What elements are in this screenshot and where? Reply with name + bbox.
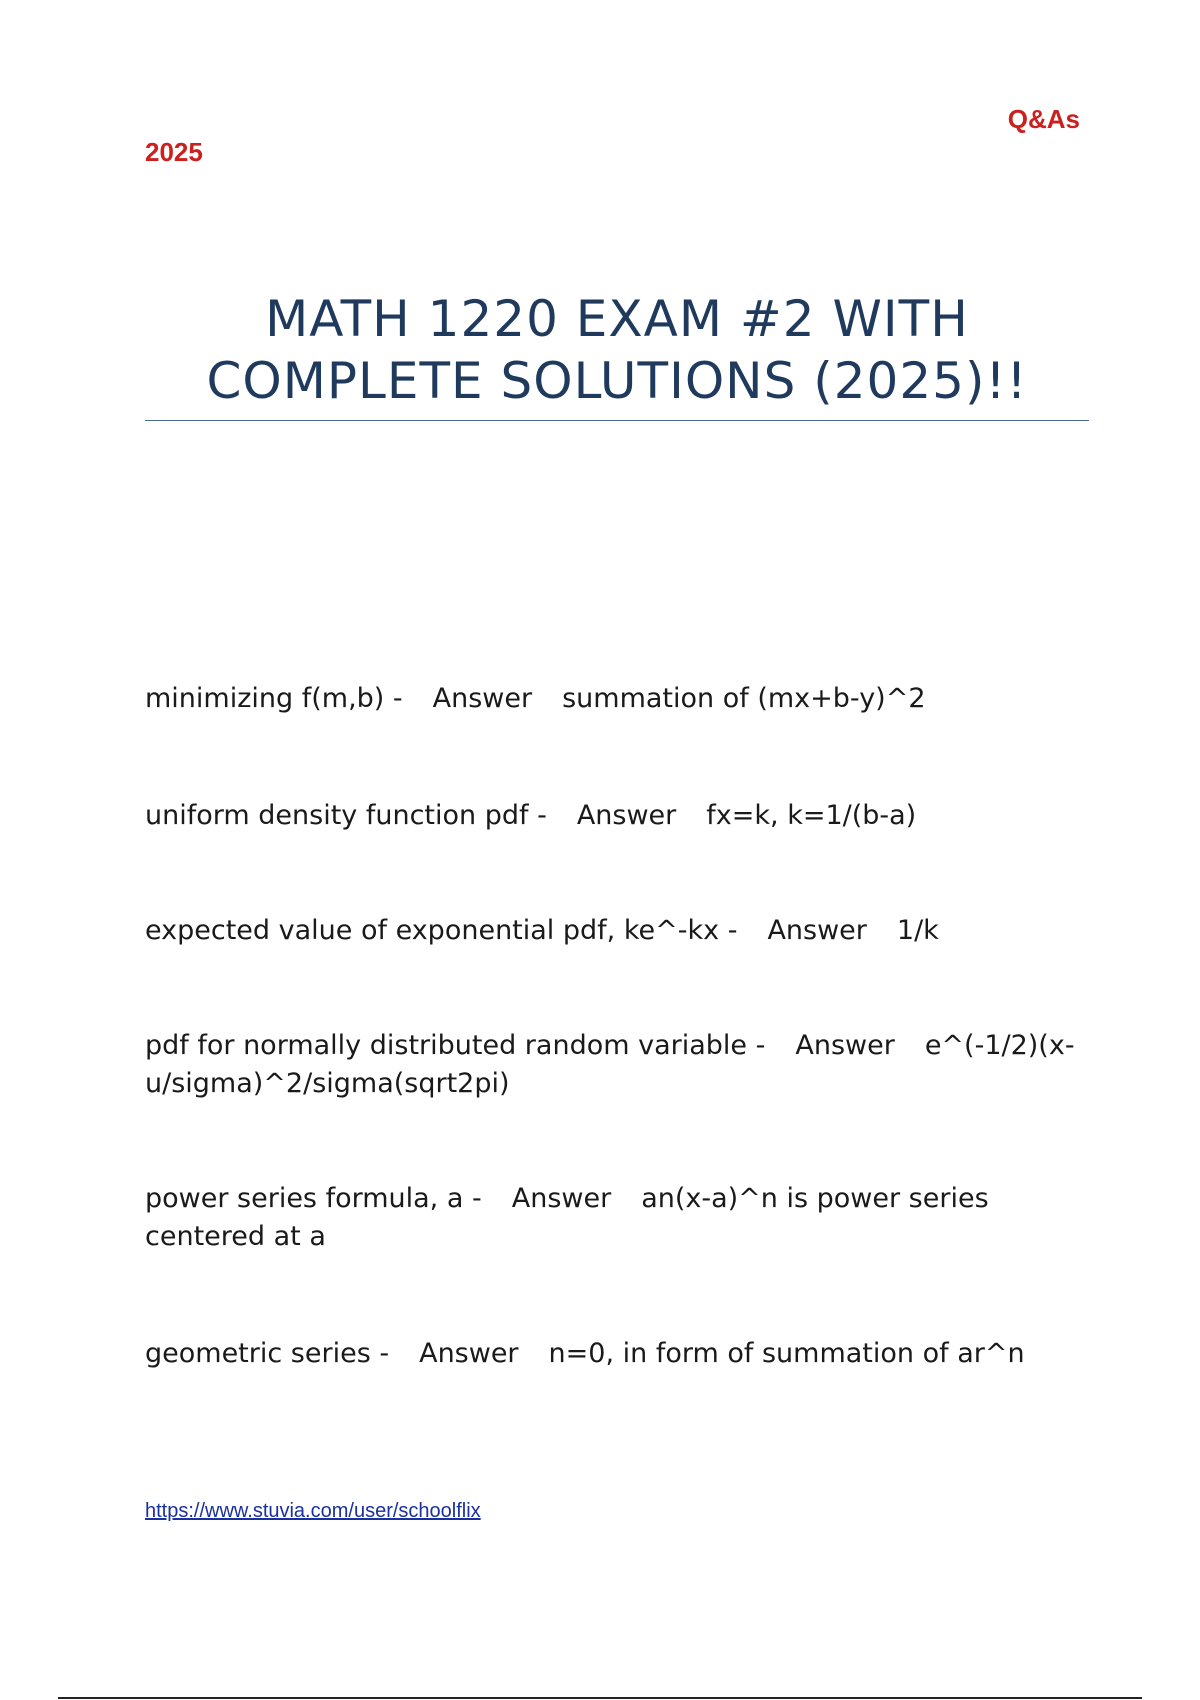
answer: e^(-1/2)(x-u/sigma)^2/sigma(sqrt2pi) [145,1030,1075,1099]
answer-label: Answer [767,915,867,946]
qa-item-1 [145,680,1085,718]
answer-label: Answer [511,1183,612,1214]
answer: n=0, in form of summation of ar^n [548,1338,1025,1369]
qa-item-4 [145,1027,1085,1103]
question: minimizing f(m,b) - [145,683,403,714]
question: pdf for normally distributed random variable - [145,1030,766,1061]
question: uniform density function pdf - [145,800,547,831]
qa-item-6 [145,1335,1085,1373]
answer-label: Answer [795,1030,895,1061]
page-title [145,288,1089,412]
question: expected value of exponential pdf, ke^-kx - [145,915,738,946]
answer: an(x-a)^n is power series centered at a [145,1183,989,1252]
qas-label: Q&As [1007,104,1080,134]
answer: summation of (mx+b-y)^2 [562,683,926,714]
question: geometric series - [145,1338,390,1369]
profile-link[interactable]: https://www.stuvia.com/user/schoolflix [145,1500,481,1522]
answer: fx=k, k=1/(b-a) [706,800,917,831]
answer-label: Answer [432,683,533,714]
answer: 1/k [896,915,939,946]
answer-label: Answer [419,1338,519,1369]
title-line-1: MATH 1220 EXAM #2 WITH [265,290,969,348]
title-divider [145,420,1089,421]
qa-item-2 [145,797,1085,835]
footer-divider [58,1697,1142,1699]
qa-item-5 [145,1180,1085,1256]
title-line-2: COMPLETE SOLUTIONS (2025)!! [206,352,1028,410]
qa-item-3 [145,912,1085,950]
question: power series formula, a - [145,1183,482,1214]
year-label: 2025 [145,137,203,167]
answer-label: Answer [576,800,677,831]
